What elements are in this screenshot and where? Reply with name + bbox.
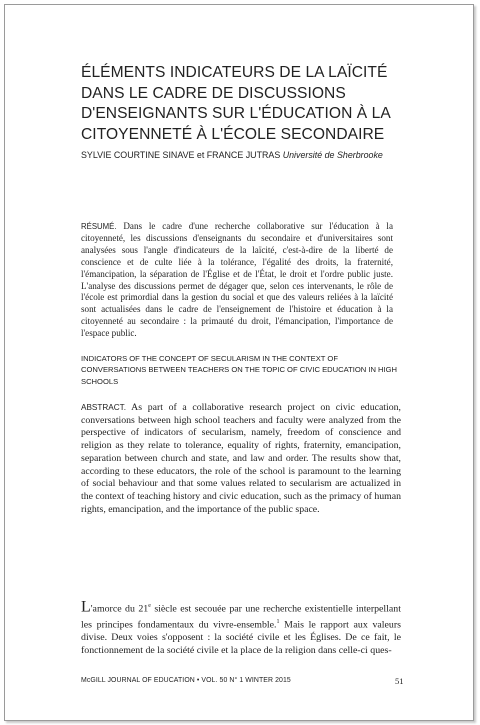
body-rest: Mais le rapport aux valeurs divise. Deux voies s'opposent : la société civile et les Églises. De ce fait, le fonctionnement de la société civile et la place de la religion dans celle-ci ques-: [81, 619, 401, 656]
dropcap: L: [81, 598, 91, 616]
footnote-ref[interactable]: 1: [276, 619, 280, 626]
body-intro-cont: siècle est secouée par une recherche existentielle interpellant les principes fondamentaux du vivre-ensemble.: [81, 603, 401, 631]
author-line: [81, 150, 441, 160]
body-intro: 'amorce du 21: [90, 603, 149, 615]
english-title: INDICATORS OF THE CONCEPT OF SECULARISM IN THE CONTEXT OF CONVERSATIONS BETWEEN TEACHERS ON THE TOPIC OF CIVIC EDUCATION IN HIGH SCHOOLS: [81, 354, 398, 386]
superscript: e: [148, 603, 151, 609]
resume-label: RÉSUMÉ.: [81, 222, 117, 231]
journal-footer: McGILL JOURNAL OF EDUCATION • VOL. 50 N° 1 WINTER 2015: [81, 677, 291, 684]
resume-paragraph: [81, 221, 393, 340]
article-title: ÉLÉMENTS INDICATEURS DE LA LAÏCITÉ DANS LE CADRE DE DISCUSSIONS D'ENSEIGNANTS SUR L'ÉDUCATION À LA CITOYENNETÉ À L'ÉCOLE SECONDAIRE: [81, 64, 390, 143]
abstract-paragraph: [81, 402, 401, 516]
authors: SYLVIE COURTINE SINAVE et FRANCE JUTRAS: [81, 150, 281, 160]
abstract-label: ABSTRACT.: [81, 403, 127, 412]
resume-text: Dans le cadre d'une recherche collaborative sur l'éducation à la citoyenneté, les discussions d'enseignants du secondaire et d'universitaires sont analysées sous l'angle d'indicateurs de la laïcité, c'est-à-dire de la liberté de conscience et de culte liée à la tolérance, l'égalité des droits, la fraternité, l'émancipation, la séparation de l'Église et de l'État, le droit et l'ordre public juste. L'analyse des discussions permet de dégager que, selon ces intervenants, le rôle de l'école est primordial dans la gestion du social et que des valeurs reliées à la laïcité sont actualisées dans le cadre de l'enseignement de l'histoire et éducation à la citoyenneté au secondaire : la primauté du droit, l'émancipation, l'importance de l'espace public.: [81, 221, 393, 339]
page-number: 51: [395, 676, 404, 686]
abstract-text: As part of a collaborative research project on civic education, conversations between high school teachers and faculty were analyzed from the perspective of indicators of secularism, namely, freedom of conscience and religion as they relate to tolerance, equality of rights, fraternity, emancipation, separation between church and state, and law and order. The results show that, according to these educators, the role of the school is paramount to the learning of social behaviour and that some values related to secularism are actualized in the context of teaching history and civic education, such as the primacy of human rights, emancipation, and the importance of the public space.: [81, 402, 401, 515]
affiliation: Université de Sherbrooke: [282, 150, 383, 160]
body-paragraph: [81, 600, 401, 658]
